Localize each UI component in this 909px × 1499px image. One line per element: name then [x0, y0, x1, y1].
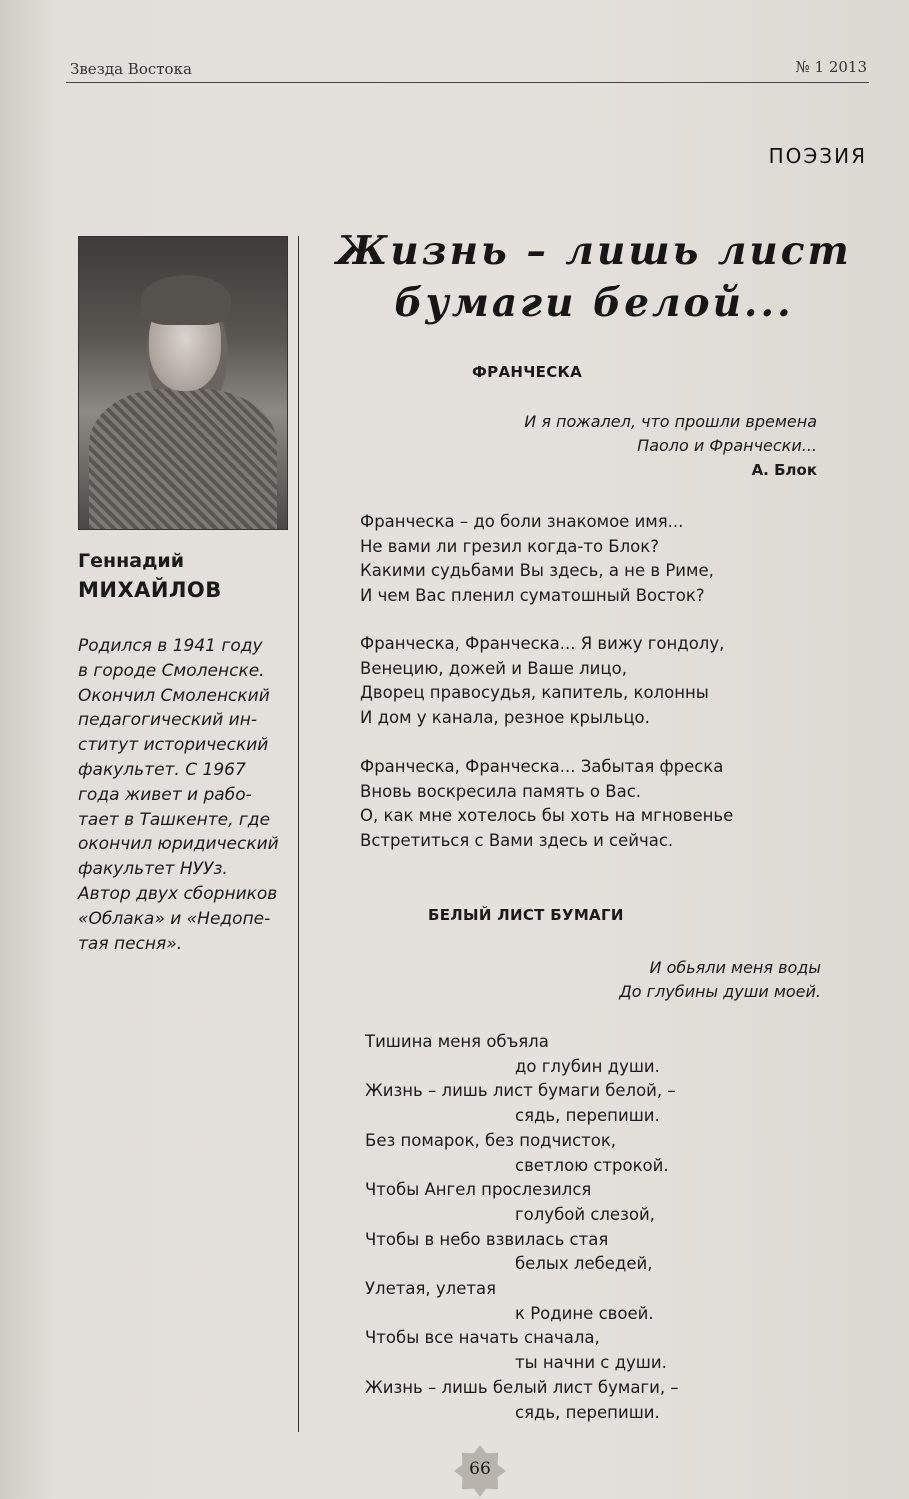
verse-line: Улетая, улетая [365, 1279, 497, 1299]
bio-line: факультет НУУз. [78, 859, 228, 880]
verse-line: Какими судьбами Вы здесь, а не в Риме, [360, 561, 714, 581]
verse-line: к Родине своей. [515, 1303, 654, 1323]
poem1-stanza-3 [360, 755, 733, 854]
verse-line: Встретиться с Вами здесь и сейчас. [360, 831, 674, 851]
verse-line: Дворец правосудья, капитель, колонны [360, 683, 709, 703]
bio-line: педагогический ин- [78, 710, 257, 731]
verse-line: Венецию, дожей и Ваше лицо, [360, 658, 627, 678]
author-first-name: Геннадий [78, 550, 185, 572]
bio-line: окончил юридический [78, 834, 279, 855]
cycle-title-line: Жизнь – лишь лист [336, 228, 852, 274]
verse-line: ты начни с души. [515, 1353, 667, 1373]
epigraph-author: А. Блок [751, 461, 817, 479]
epigraph-line: До глубины души моей. [619, 982, 821, 1001]
poem1-title: ФРАНЧЕСКА [472, 363, 582, 381]
verse-line: И дом у канала, резное крыльцо. [360, 708, 650, 728]
verse-line: Вновь воскресила память о Вас. [360, 781, 642, 801]
bio-line: года живет и рабо- [78, 784, 252, 805]
verse-line: Чтобы в небо взвилась стая [365, 1229, 609, 1249]
page-number: 66 [469, 1459, 491, 1479]
page-number-badge [454, 1445, 506, 1497]
bio-line: тает в Ташкенте, где [78, 809, 271, 830]
verse-line: Жизнь – лишь лист бумаги белой, – [365, 1081, 676, 1101]
author-photo [78, 236, 288, 530]
verse-line: Не вами ли грезил когда-то Блок? [360, 536, 659, 556]
bio-line: тая песня». [78, 933, 183, 954]
header-rule [66, 82, 869, 83]
poem2-epigraph [619, 956, 821, 1004]
verse-line: Франческа, Франческа... Я вижу гондолу, [360, 634, 725, 653]
epigraph-line: И обьяли меня воды [649, 958, 821, 977]
verse-line: О, как мне хотелось бы хоть на мгновенье [360, 806, 734, 826]
verse-line: И чем Вас пленил суматошный Восток? [360, 586, 705, 606]
column-divider [298, 236, 299, 1432]
bio-line: «Облака» и «Недопе- [78, 908, 271, 929]
bio-line: в городе Смоленске. [78, 660, 265, 681]
verse-line: Без помарок, без подчисток, [365, 1130, 617, 1150]
verse-line: Франческа, Франческа... Забытая фреска [360, 757, 724, 776]
bio-line: Автор двух сборников [78, 883, 278, 904]
cycle-title-line: бумаги белой... [394, 280, 794, 326]
running-header-journal: Звезда Востока [70, 60, 192, 78]
verse-line: Франческа – до боли знакомое имя... [360, 512, 684, 531]
poem1-stanza-1 [360, 510, 714, 609]
verse-line: сядь, перепиши. [515, 1402, 660, 1422]
verse-line: белых лебедей, [515, 1254, 653, 1274]
cycle-title [310, 225, 878, 329]
verse-line: Тишина меня объяла [365, 1032, 549, 1051]
verse-line: голубой слезой, [515, 1204, 655, 1224]
verse-line: сядь, перепиши. [515, 1106, 660, 1126]
bio-line: факультет. С 1967 [78, 759, 246, 780]
author-bio [78, 634, 292, 956]
photo-hair [141, 275, 231, 325]
verse-line: Чтобы все начать сначала, [365, 1328, 600, 1348]
poem2-title: БЕЛЫЙ ЛИСТ БУМАГИ [428, 906, 624, 924]
verse-line: светлою строкой. [515, 1155, 669, 1175]
author-last-name: МИХАЙЛОВ [78, 578, 222, 602]
running-header-issue: № 1 2013 [795, 58, 867, 76]
poem1-epigraph [524, 410, 817, 482]
bio-line: ститут исторический [78, 735, 269, 756]
photo-shirt [89, 389, 277, 529]
poem2-body [365, 1030, 679, 1425]
verse-line: Жизнь – лишь белый лист бумаги, – [365, 1377, 679, 1397]
verse-line: до глубин души. [515, 1056, 660, 1076]
bio-line: Родился в 1941 году [78, 636, 263, 656]
bio-line: Окончил Смоленский [78, 685, 270, 706]
poem1-stanza-2 [360, 632, 724, 731]
verse-line: Чтобы Ангел прослезился [365, 1180, 592, 1200]
epigraph-line: И я пожалел, что прошли времена [524, 412, 817, 431]
section-label: ПОЭЗИЯ [768, 144, 867, 168]
epigraph-line: Паоло и Франчески... [637, 436, 817, 455]
